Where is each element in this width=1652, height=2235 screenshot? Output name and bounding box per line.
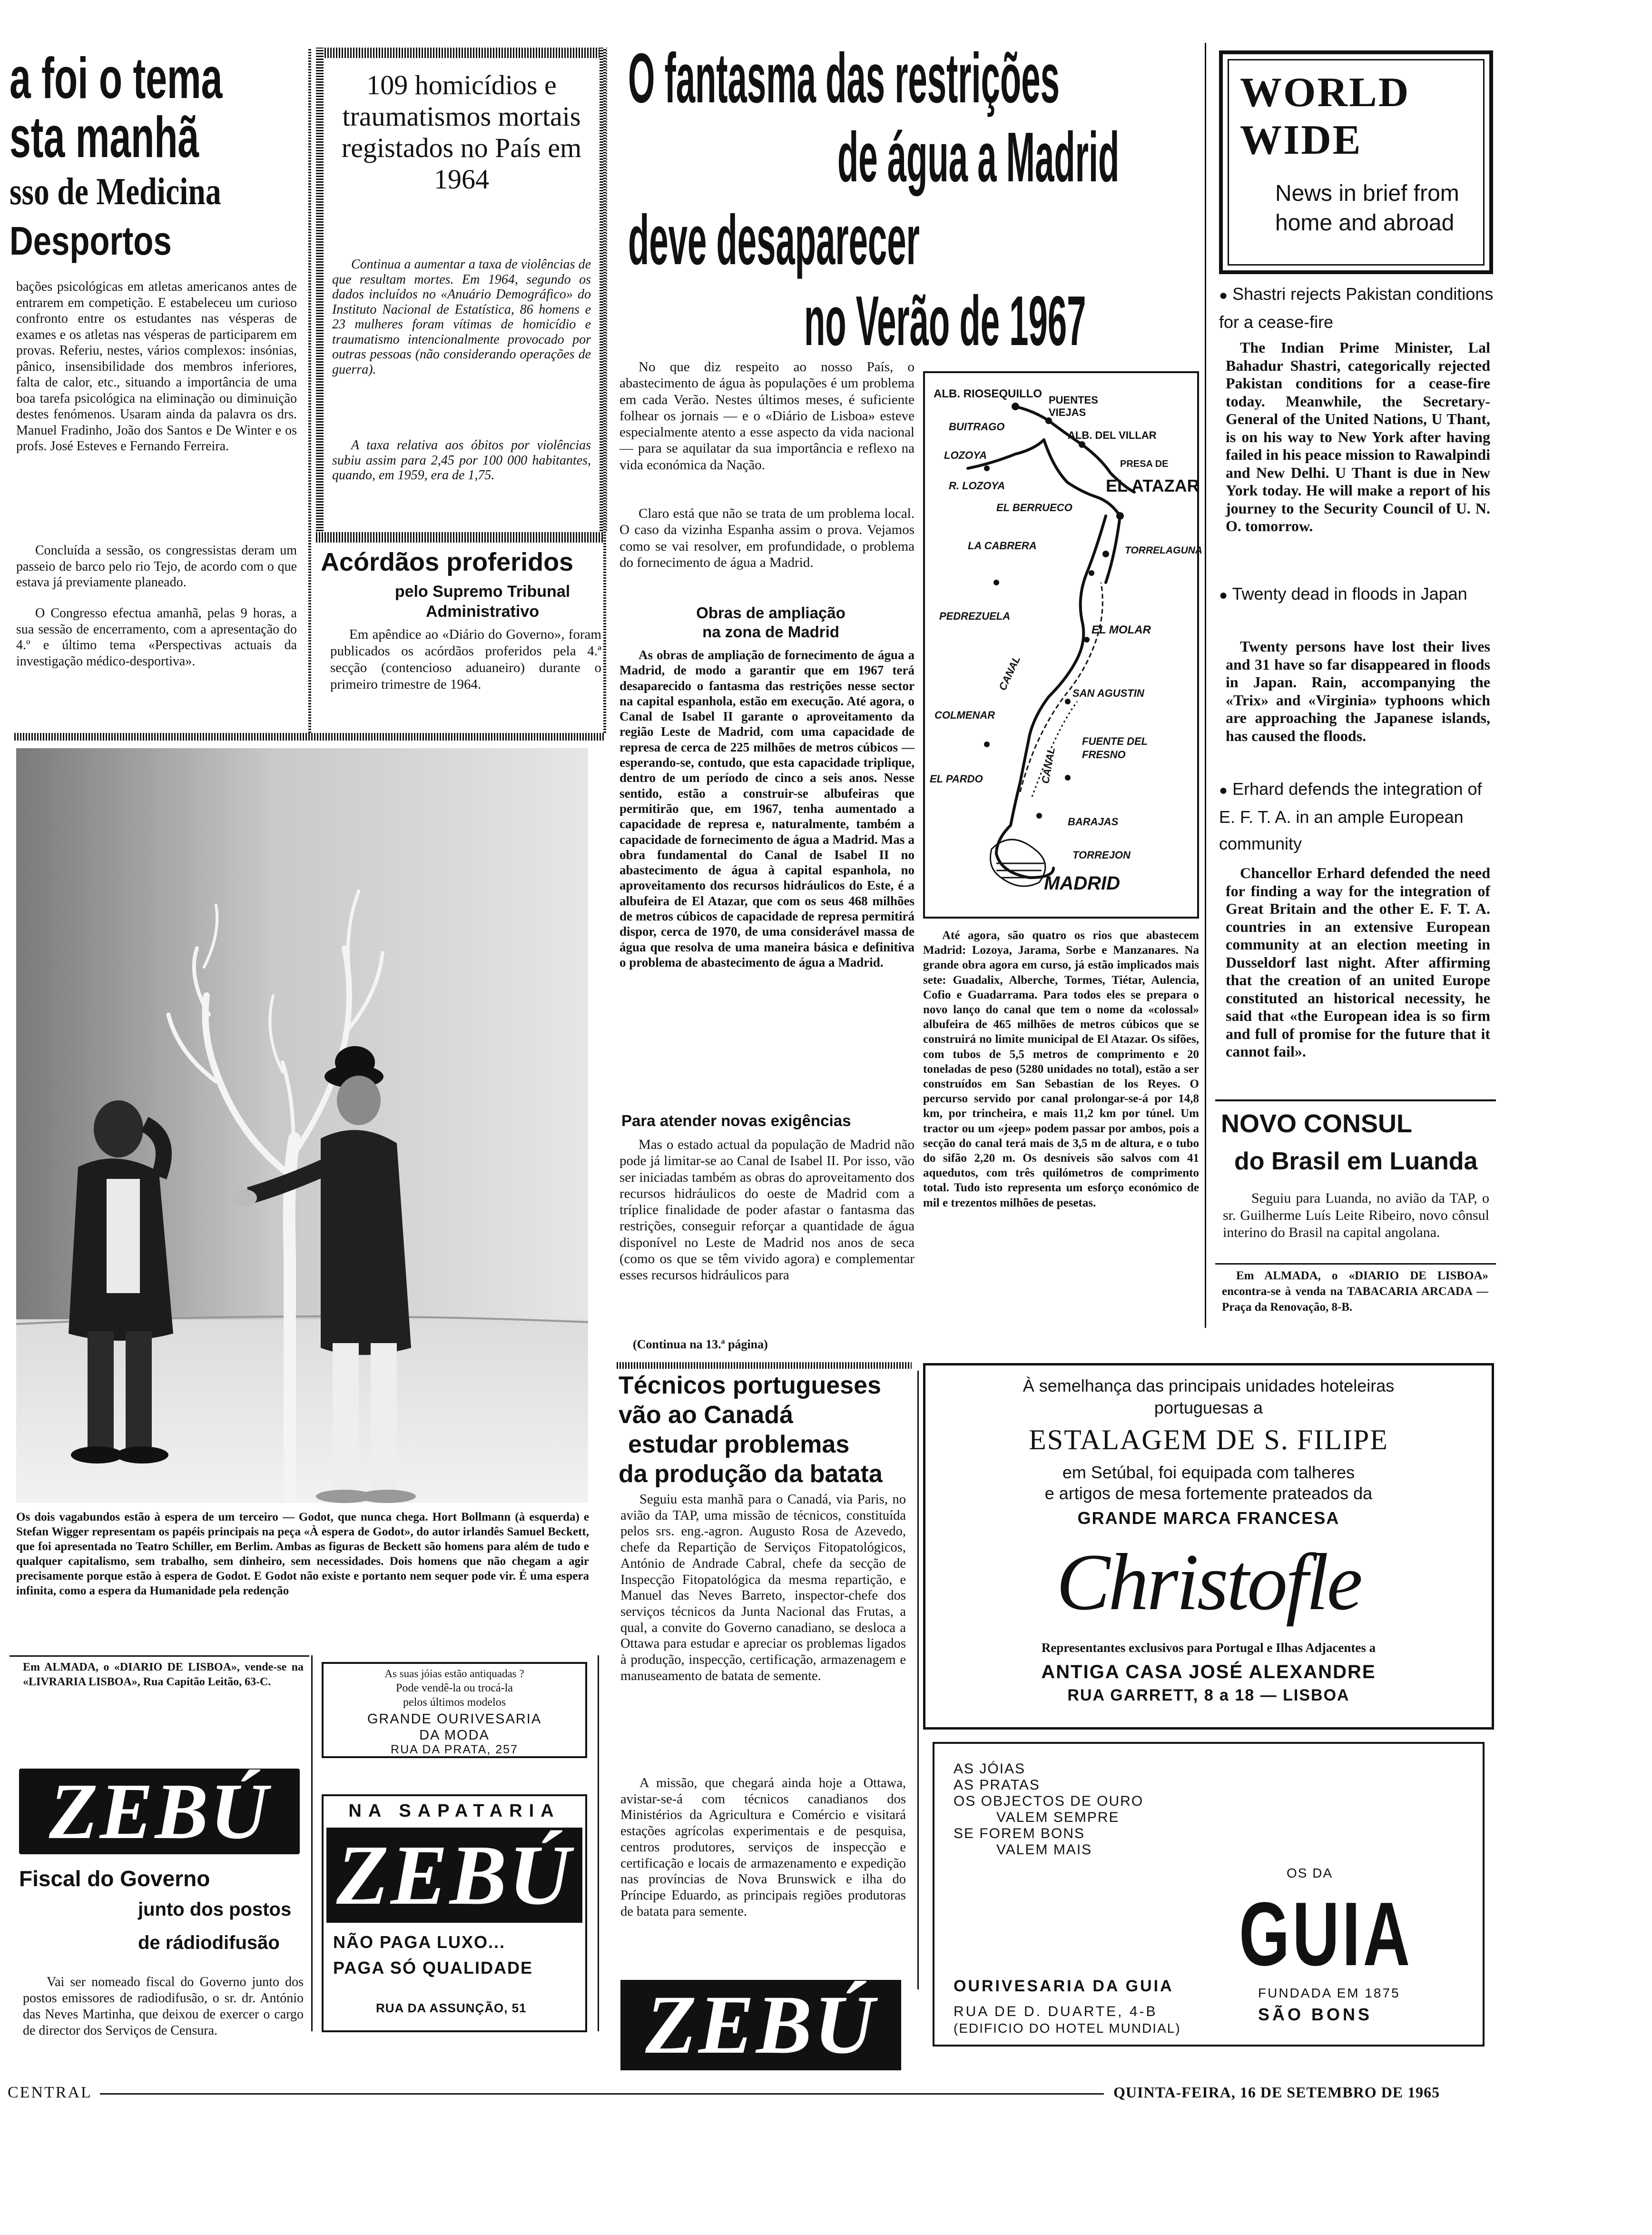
acordaos-subhead: pelo Supremo Tribunal Administrativo (394, 583, 570, 621)
tecnicos-body: Seguiu esta manhã para o Canadá, via Paris, no avião da TAP, uma missão de técnicos, constituída pelos srs. eng.-agron. Augusto Rosa de Azevedo, chefe da Repartição de Serviços Fitopatológicos, António de Andrade Cabral, chefe da secção de Inspecção Fitopatológica da mesma repartição, e Manuel das Neves Barreto, inspector-chefe dos serviços técnicos da Junta Nacional das Frutas, a qual, a convite do Governo canadiano, se desloca a Ottawa para estudar e apreciar os problemas ligados à produção, inspecção, certificação, armazenagem e manuseamento de batata de semente. (620, 1492, 906, 1683)
homicides-body-2: A taxa relativa aos óbitos por violências subiu assim para 2,45 por 100 000 habitantes, quando, em 1959, era de 1,75. (332, 438, 591, 483)
homicides-body: Continua a aumentar a taxa de violências de que resultam mortes. Em 1964, segundo os dados incluídos no «Anuário Demográfico» do Instituto Nacional de Estatística, 86 homens e 23 mulheres foram vítimas de homicídio e traumatismo intencionalmente provocado por outras pessoas (não considerando operações de guerra). (332, 257, 591, 377)
map-label-madrid: MADRID (1044, 873, 1120, 894)
madrid-subhead-2: Para atender novas exigências (621, 1112, 851, 1129)
zebu-logo-mid: ZEBÚ (336, 1828, 573, 1922)
headline-line-2: sta manhã (10, 105, 199, 169)
consul-top-rule (1215, 1099, 1496, 1101)
moda-line-2: Pode vendê-la ou trocá-la (396, 1682, 513, 1694)
world-item-1-body: The Indian Prime Minister, Lal Bahadur Shastri, categorically rejected Pakistan conditions for a cease-fire today. Meanwhile, the Secretary-General of the United Nations, U Thant, is on his way to New York after having failed in his peace mission to Rawalpindi and New Delhi. U Thant is due in New York today. He will make a report of his journey to the Security Council of U. N. O. tomorrow. (1226, 339, 1490, 534)
map-label-berrueco: EL BERRUECO (996, 502, 1072, 514)
madrid-subhead-1: Obras de ampliação na zona de Madrid (696, 604, 846, 641)
world-wide-title-2: WIDE (1240, 117, 1362, 163)
box-top-border (316, 48, 607, 58)
box-left-border (316, 48, 324, 543)
madrid-headline (614, 39, 1199, 371)
bullet-icon: ● (1219, 287, 1228, 303)
world-item-3-body: Chancellor Erhard defended the need for finding a way for the integration of Great Britain and the other E. F. T. A. countries in an extensive European community at an election meeting in Dusseldorf last night. After affirming that the creation of an united Europe constituted an historical necessity, he said that «the European idea is so firm and full of promise for the future that it cannot fail». (1226, 864, 1490, 1060)
map-label-canal-1: CANAL (996, 654, 1023, 692)
divider-bottom-left (311, 1655, 313, 2031)
christofle-line-4: em Setúbal, foi equipada com talheres (1062, 1463, 1355, 1482)
map-label-canal-2: CANAL (1039, 746, 1057, 785)
bullet-icon: ● (1219, 782, 1228, 798)
madrid-map (923, 371, 1202, 919)
almada-right-note: Em ALMADA, o «DIARIO DE LISBOA» encontra-se à venda na TABACARIA ARCADA — Praça da Renovação, 8-B. (1222, 1269, 1488, 1314)
guia-address-2: (EDIFICIO DO HOTEL MUNDIAL) (954, 2021, 1181, 2036)
sapataria-line-3: RUA DA ASSUNÇÃO, 51 (376, 2001, 527, 2015)
guia-fundada: FUNDADA EM 1875 (1258, 1986, 1400, 2000)
bottom-left-rule (10, 1655, 309, 1657)
godot-photo (16, 748, 588, 1503)
guia-ourivesaria: OURIVESARIA DA GUIA (954, 1977, 1174, 1995)
moda-line-1: As suas jóias estão antiquadas ? (384, 1668, 524, 1680)
guia-list-5: SE FOREM BONS (954, 1826, 1085, 1841)
bullet-icon: ● (1219, 587, 1228, 603)
acordaos-body: Em apêndice ao «Diário do Governo», foram publicados os acórdãos proferidos pela 4.ª secção (contencioso aduaneiro) durante o primeiro trimestre de 1964. (330, 627, 601, 692)
map-label-cabrera: LA CABRERA (968, 540, 1037, 552)
madrid-headline-4: no Verão de 1967 (804, 282, 1086, 360)
homicides-box (316, 48, 607, 543)
box-bottom-border (316, 532, 607, 543)
guia-list-3: OS OBJECTOS DE OURO (954, 1793, 1144, 1809)
zebu-ad-left[interactable] (19, 1769, 300, 1854)
fiscal-headline: Fiscal do Governo (19, 1866, 210, 1891)
world-item-2-head-text: Twenty dead in floods in Japan (1232, 584, 1467, 603)
madrid-continued: (Continua na 13.ª página) (633, 1337, 768, 1351)
map-label-barajas: BARAJAS (1068, 816, 1119, 828)
article-body-2: Concluída a sessão, os congressistas deram um passeio de barco pelo rio Tejo, de acordo com o que estava já previamente planeado. (16, 543, 297, 590)
sapataria-line-1: NÃO PAGA LUXO... (333, 1932, 506, 1952)
christofle-line-7: Representantes exclusivos para Portugal e Ilhas Adjacentes a (1041, 1641, 1376, 1655)
map-label-rlozoya: R. LOZOYA (949, 480, 1005, 492)
world-item-1-head-text: Shastri rejects Pakistan conditions for a cease-fire (1219, 284, 1494, 332)
map-label-pedrezuela: PEDREZUELA (939, 610, 1011, 622)
guia-sao-bons: SÃO BONS (1258, 2005, 1373, 2024)
moda-line-4: GRANDE OURIVESARIA (367, 1711, 542, 1727)
tecnicos-body-2: A missão, que chegará ainda hoje a Ottawa, avistar-se-á com técnicos canadianos dos Ministérios da Agricultura e Comércio e visitará estações agrícolas experimentais e de pesquisa, centros produtores, serviços de inspecção e certificação e locais de armazenamento e expedição nas províncias de Nova Brunswick e ilha do Príncipe Eduardo, as principais regiões produtoras de batata para semente. (620, 1776, 906, 1919)
sapataria-ad[interactable] (322, 1794, 587, 2032)
world-item-2-head (1219, 581, 1495, 609)
world-wide-title-1: WORLD (1240, 69, 1410, 116)
world-item-1-head (1219, 281, 1495, 336)
world-item-3-head (1219, 776, 1495, 857)
consul-subhead: do Brasil em Luanda (1234, 1147, 1478, 1175)
tecnicos-head-3: estudar problemas (628, 1431, 850, 1458)
madrid-headline-2: de água a Madrid (837, 118, 1120, 197)
fiscal-subhead-2: de rádiodifusão (138, 1932, 280, 1953)
footer-left: CENTRAL (8, 2084, 92, 2101)
christofle-line-9: RUA GARRETT, 8 a 18 — LISBOA (1067, 1686, 1350, 1704)
guia-list-6: VALEM MAIS (996, 1842, 1092, 1858)
divider-left (308, 48, 311, 733)
photo-top-rule (14, 733, 604, 741)
photo-illustration (16, 748, 588, 1503)
divider-tecnicos (917, 1371, 919, 1989)
map-label-villar: ALB. DEL VILLAR (1068, 429, 1157, 441)
guia-list-2: AS PRATAS (954, 1777, 1040, 1793)
christofle-line-6: GRANDE MARCA FRANCESA (1077, 1508, 1340, 1528)
tecnicos-top-rule (617, 1362, 912, 1369)
christofle-line-8: ANTIGA CASA JOSÉ ALEXANDRE (1041, 1661, 1376, 1682)
madrid-headline-3: deve desaparecer (628, 201, 920, 279)
christofle-ad[interactable] (923, 1363, 1494, 1730)
consul-body: Seguiu para Luanda, no avião da TAP, o sr. Guilherme Luís Leite Ribeiro, novo cônsul interino do Brasil na capital angolana. (1223, 1190, 1489, 1240)
map-label-puentes: PUENTES VIEJAS (1049, 394, 1098, 418)
acordaos-headline: Acórdãos proferidos (321, 548, 574, 576)
footer-rule (100, 2093, 1104, 2095)
footer-right: QUINTA-FEIRA, 16 DE SETEMBRO DE 1965 (1113, 2084, 1440, 2101)
map-label-buitrago: BUITRAGO (949, 421, 1005, 433)
almada-left-note: Em ALMADA, o «DIARIO DE LISBOA», vende-se na «LIVRARIA LISBOA», Rua Capitão Leitão, 63-C. (23, 1661, 304, 1688)
christofle-line-1: À semelhança das principais unidades hoteleiras (1023, 1376, 1395, 1395)
map-label-atazar: EL ATAZAR (1106, 476, 1200, 495)
zebu-ad-center[interactable] (620, 1980, 901, 2070)
headline-line-4: Desportos (10, 218, 172, 263)
tecnicos-head-4: da produção da batata (619, 1460, 883, 1488)
map-label-molar: EL MOLAR (1092, 623, 1151, 636)
moda-line-3: pelos últimos modelos (403, 1696, 506, 1709)
tecnicos-headline (619, 1371, 914, 1489)
madrid-intro-2: Claro está que não se trata de um problema local. O caso da vizinha Espanha assim o prova. Vejamos como se vai resolver, em profundidade, o problema do fornecimento de água a Madrid. (620, 506, 914, 570)
guia-list-4: VALEM SEMPRE (996, 1810, 1120, 1825)
guia-address-1: RUA DE D. DUARTE, 4-B (954, 2004, 1158, 2019)
ourivesaria-moda-ad[interactable] (322, 1662, 587, 1758)
map-label-torrejon: TORREJON (1072, 849, 1131, 861)
map-label-lozoya: LOZOYA (944, 449, 987, 461)
map-label-pardo: EL PARDO (930, 773, 983, 785)
moda-line-6: RUA DA PRATA, 257 (391, 1743, 518, 1756)
christofle-brand: Christofle (1056, 1537, 1361, 1627)
homicides-headline: 109 homicídios e traumatismos mortais registados no País em 1964 (341, 69, 582, 195)
world-item-3-head-text: Erhard defends the integration of E. F. T. A. in an ample European community (1219, 779, 1482, 853)
tecnicos-head-2: vão ao Canadá (619, 1401, 794, 1429)
acordaos-article (316, 547, 607, 733)
fiscal-body: Vai ser nomeado fiscal do Governo junto dos postos emissores de radiodifusão, o sr. dr. António das Neves Martinha, que deixou de exercer o cargo de director dos Serviços de Censura. (23, 1975, 304, 2038)
guia-name: GUIA (1239, 1884, 1413, 1985)
madrid-bold-body: As obras de ampliação de fornecimento de água a Madrid, de modo a garantir que em 1967 terá desaparecido o fantasma das restrições nesse sector na capital espanhola, estão em execução. Até agora, o Canal de Isabel II garante o aproveitamento da região Leste de Madrid, com uma capacidade de represa de cerca de 225 milhões de metros cúbicos — esperando-se, contudo, que esta capacidade triplique, dentro de um período de cinco a seis anos. Nesse sentido, estão a construir-se albufeiras que permitirão que, em 1967, tenha aumentado a capacidade de represa e, naturalmente, também a capacidade de fornecimento de água a Madrid. Mas a obra fundamental do Canal de Isabel II no abastecimento de água à capital espanhola, no aproveitamento dos recursos hidráulicos do Este, é a albufeira de El Atazar, que com os seus 468 milhões de metros cúbicos de capacidade de represa permitirá dispor, cerca de 1970, de uma considerável massa de água que resolva de uma maneira básica e definitiva o problema de abastecimento de água a Madrid. (620, 648, 914, 969)
christofle-line-3: ESTALAGEM DE S. FILIPE (1029, 1424, 1388, 1455)
sapataria-top: NA SAPATARIA (348, 1801, 560, 1821)
map-label-colmenar: COLMENAR (934, 709, 995, 721)
zebu-logo-center: ZEBÚ (645, 1978, 876, 2071)
christofle-line-2: portuguesas a (1154, 1398, 1263, 1417)
almada-right-rule (1215, 1263, 1496, 1265)
madrid-body-3: Mas o estado actual da população de Madrid não pode já limitar-se ao Canal de Isabel II. Por isso, vão ser iniciadas também as obras do aproveitamento dos recursos hidráulicos do oeste de Madrid com a tríplice finalidade de poder afastar o fantasma das restrições, conseguir reforçar a quantidade de água disponível no Leste de Madrid nos anos de seca (como os que se têm vivido agora) e complementar esses recursos hidráulicos para (620, 1137, 914, 1283)
divider-bottom-mid (598, 1655, 599, 2031)
headline-line-1: a foi o tema (10, 46, 223, 110)
sapataria-line-2: PAGA SÓ QUALIDADE (333, 1958, 533, 1978)
guia-list-1: AS JÓIAS (954, 1761, 1026, 1777)
divider-mid (603, 48, 606, 733)
world-item-2-body: Twenty persons have lost their lives and 31 have so far disappeared in floods in Japan. Rain, accompanying the «Trix» and «Virginia» typhoons which are approaching the Japanese islands, has caused the floods. (1226, 638, 1490, 744)
tecnicos-head-1: Técnicos portugueses (619, 1372, 881, 1399)
map-label-torrelaguna: TORRELAGUNA (1125, 545, 1202, 556)
guia-os-da: OS DA (1287, 1866, 1333, 1880)
divider-madrid (1205, 43, 1206, 1328)
zebu-logo-left: ZEBÚ (49, 1767, 270, 1856)
map-label-presa: PRESA DE (1120, 459, 1169, 469)
article-body: bações psicológicas em atletas americanos antes de entrarem em competição. E estabeleceu um curioso confronto entre os estudantes nas vésperas de exames e os atletas nas vésperas de participarem em provas. Referiu, nestes, vários complexos: insónias, pânico, insensibilidade dos membros inferiores, falta de calor, etc., situando a importância de uma boa tarefa psicológica na eliminação ou diminuição destes fenómenos. Usaram ainda da palavra os drs. Manuel Fradinho, João dos Santos e De Winter e os profs. José Esteves e Fernando Ferreira. (16, 279, 297, 454)
congress-article (0, 48, 305, 733)
guia-ad[interactable] (933, 1742, 1485, 2047)
map-caption: Até agora, são quatro os rios que abastecem Madrid: Lozoya, Jarama, Sorbe e Manzanares. Na grande obra agora em curso, já estão implicados mais sete: Guadalix, Alberche, Tormes, Tiétar, Aulencia, Cofio e Guadarrama. Para todos eles se prepara o novo lanço do canal que tem o nome da «colossal» albufeira de 465 milhões de metros cúbicos que se construirá no limite municipal de El Atazar. Os sifões, com tubos de 5,5 metros de comprimento e 20 toneladas de peso (5280 unidades no total), estão a ser construídos em San Sebastian de los Reyes. O percurso servido por canal prolongar-se-á por 14,8 km, por trincheira, e mais 11,2 km por túnel. Um tractor ou um «jeep» podem passar por ambos, pois a secção do canal terá mais de 3,5 m de altura, e o tubo do sifão 2,20 m. Os desníveis são salvos com 41 aquedutos, com três quilómetros de comprimento total. Tudo isto representa um esforço económico de mil e trezentos milhões de pesetas. (923, 929, 1199, 1209)
consul-headline: NOVO CONSUL (1221, 1109, 1413, 1138)
christofle-line-5: e artigos de mesa fortemente prateados da (1044, 1483, 1373, 1503)
madrid-intro: No que diz respeito ao nosso País, o abastecimento de água às populações é um problema em cada Verão. Nestes últimos meses, é suficiente folhear os jornais — e o «Diário de Lisboa» esteve especialmente atento a esse aspecto da vida nacional — para se aquilatar da sua importância e reflexo na vida económica da Nação. (620, 359, 914, 473)
moda-line-5: DA MODA (419, 1728, 490, 1743)
madrid-headline-1: O fantasma das restrições (628, 39, 1060, 118)
world-wide-box (1219, 50, 1493, 274)
map-label-fuente: FUENTE DEL FRESNO (1082, 735, 1148, 761)
article-body-3: O Congresso efectua amanhã, pelas 9 horas, a sua sessão de encerramento, com a apresentação do 4.º e último tema «Perspectivas actuais da investigação médico-desportiva». (16, 606, 297, 669)
world-wide-subtitle: News in brief from home and abroad (1275, 181, 1459, 236)
fiscal-subhead-1: junto dos postos (138, 1899, 292, 1920)
map-label-riosequillo: ALB. RIOSEQUILLO (934, 387, 1042, 400)
photo-caption: Os dois vagabundos estão à espera de um terceiro — Godot, que nunca chega. Hort Bollmann (à esquerda) e Stefan Wigger representam os papéis principais na peça «À espera de Godot», do autor irlandês Samuel Beckett, que foi apresentada no Teatro Schiller, em Berlim. Ambas as figuras de Beckett são homens para além de tudo e qualquer capitalismo, sem trabalho, sem dinheiro, sem necessidades. Dois homens que não chegam a agir precisamente porque estão à espera de Godot. E Godot não existe e portanto nem sequer pode vir. É uma espera infinita, como a espera da Humanidade pela redenção (16, 1511, 589, 1597)
headline-line-3: sso de Medicina (10, 171, 221, 213)
map-label-agustin: SAN AGUSTIN (1072, 687, 1144, 699)
